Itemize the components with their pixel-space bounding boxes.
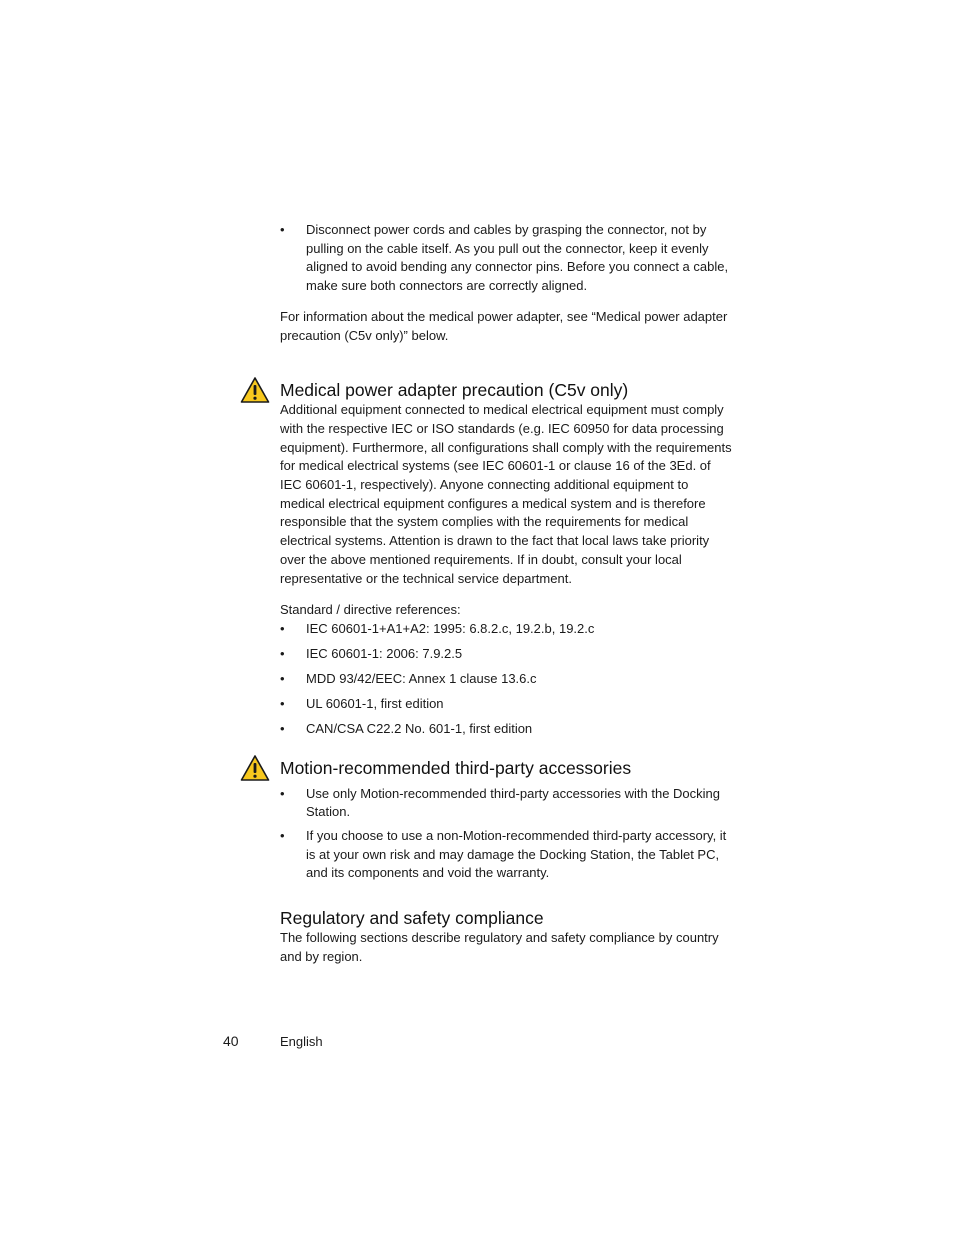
bullet-text: Disconnect power cords and cables by grasping the connector, not by pulling on the cable itself. As you pull out the connector, keep it evenly aligned to avoid bending any connector pins. Before you connect a cable, make sure both connectors are correctly aligned. <box>306 222 729 294</box>
bullet-marker: • <box>280 645 285 661</box>
medical-heading: Medical power adapter precaution (C5v only) <box>280 380 629 401</box>
list-item <box>280 620 732 639</box>
list-item <box>280 827 732 883</box>
warning-triangle-icon <box>240 754 270 782</box>
bullet-marker: • <box>280 828 285 844</box>
accessories-heading: Motion-recommended third-party accessories <box>280 757 632 778</box>
standards-label: Standard / directive references: <box>280 602 461 618</box>
bullet-marker: • <box>280 620 285 636</box>
reference-text: IEC 60601-1+A1+A2: 1995: 6.8.2.c, 19.2.b, 19.2.c <box>306 620 595 636</box>
bullet-marker: • <box>280 785 285 801</box>
page-number: 40 <box>223 1033 239 1049</box>
list-item <box>280 785 732 822</box>
regulatory-body: The following sections describe regulatory and safety compliance by country and by region. <box>280 930 719 964</box>
warning-triangle-icon <box>240 376 270 404</box>
info-paragraph: For information about the medical power adapter, see “Medical power adapter precaution (C5v only)” below. <box>280 308 728 343</box>
intro-bullet-list <box>280 221 732 296</box>
bullet-marker: • <box>280 720 285 736</box>
page-content <box>280 221 732 967</box>
bullet-text: If you choose to use a non-Motion-recommended third-party accessory, it is at your own risk and may damage the Docking Station, the Tablet PC, and its components and void the warranty. <box>306 828 727 881</box>
reference-text: MDD 93/42/EEC: Annex 1 clause 13.6.c <box>306 670 537 686</box>
references-list <box>280 620 732 739</box>
list-item <box>280 670 732 689</box>
accessories-section <box>280 757 732 884</box>
bullet-marker: • <box>280 670 285 686</box>
reference-text: UL 60601-1, first edition <box>306 695 444 711</box>
regulatory-section <box>280 907 732 966</box>
footer-language: English <box>280 1034 323 1049</box>
regulatory-heading: Regulatory and safety compliance <box>280 908 544 929</box>
medical-body: Additional equipment connected to medical electrical equipment must comply with the respective IEC or ISO standards (e.g. IEC 60950 for data processing equipment). Furthermore, all configurations shall comply with the requirements for medical electrical systems (see IEC 60601-1 or clause 16 of the 3Ed. of IEC 60601-1, respectively). Anyone connecting additional equipment to medical electrical equipment configures a medical system and is therefore responsible that the system complies with the requirements for medical electrical systems. Attention is drawn to the fact that local laws take priority over the above mentioned requirements. If in doubt, consult your local representative or the technical service department. <box>280 402 732 586</box>
accessories-list <box>280 785 732 884</box>
list-item <box>280 645 732 664</box>
list-item <box>280 720 732 739</box>
list-item <box>280 221 732 296</box>
bullet-text: Use only Motion-recommended third-party accessories with the Docking Station. <box>306 785 721 820</box>
medical-section <box>280 379 732 738</box>
bullet-marker: • <box>280 695 285 711</box>
reference-text: IEC 60601-1: 2006: 7.9.2.5 <box>306 645 463 661</box>
list-item <box>280 695 732 714</box>
bullet-marker: • <box>280 222 285 237</box>
reference-text: CAN/CSA C22.2 No. 601-1, first edition <box>306 720 533 736</box>
